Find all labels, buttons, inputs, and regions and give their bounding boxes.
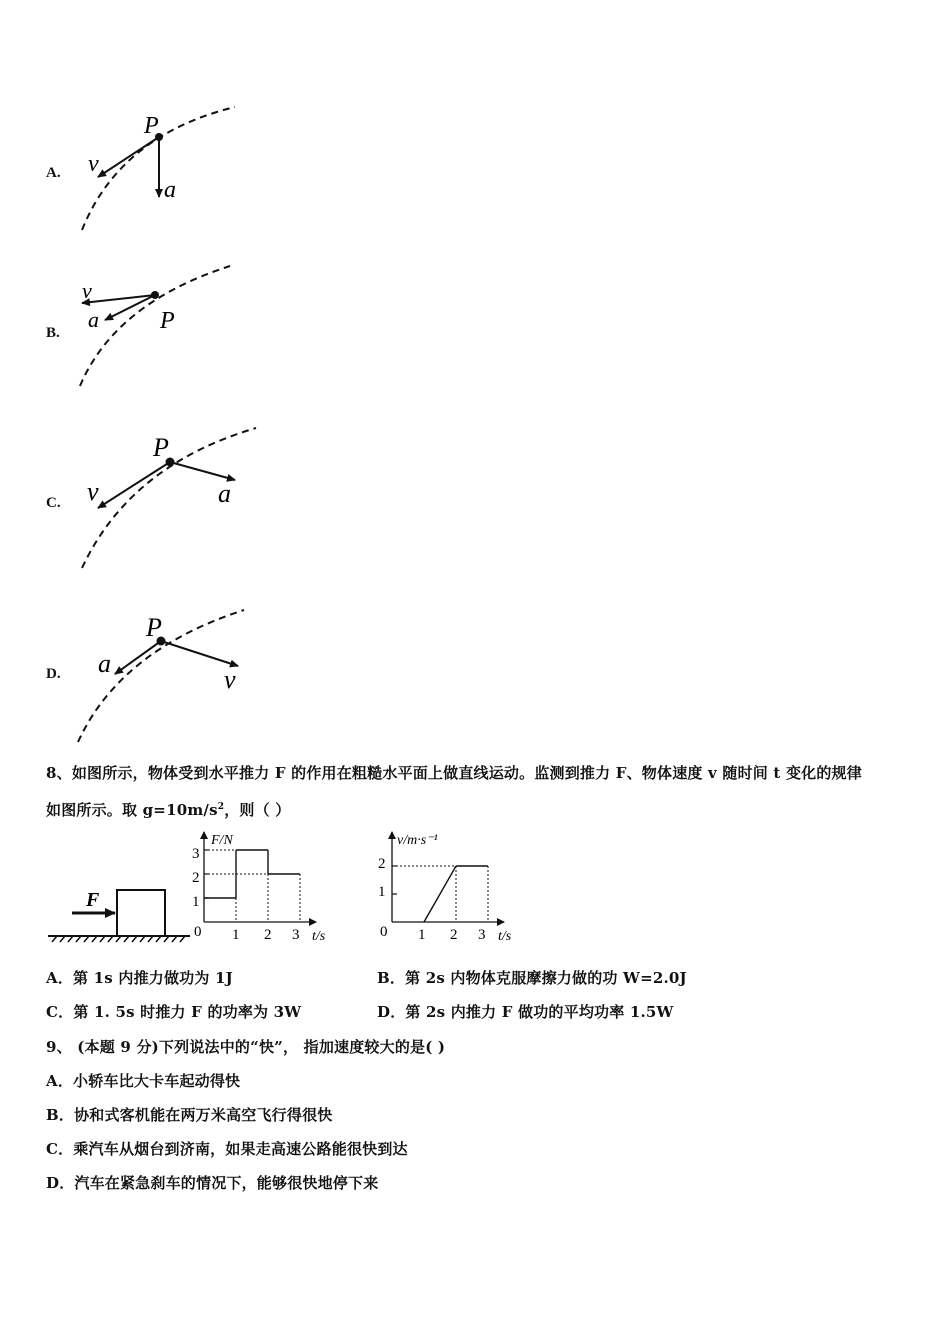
q8-stem-line2-suffix: ，则（ ） bbox=[224, 801, 291, 819]
x-tick-label: 2 bbox=[450, 927, 458, 943]
q9-option-b: B．协和式客机能在两万米高空飞行得很快 bbox=[46, 1106, 333, 1124]
y-axis-label: F/N bbox=[211, 833, 233, 848]
q8-stem-line1: 8、如图所示，物体受到水平推力 F 的作用在粗糙水平面上做直线运动。监测到推力 F、物体速度 v 随时间 t 变化的规律 bbox=[46, 764, 862, 782]
y-tick-label: 2 bbox=[378, 856, 386, 872]
q8-option-c: C．第 1. 5s 时推力 F 的功率为 3W bbox=[46, 1003, 302, 1021]
q9-option-a: A．小轿车比大卡车起动得快 bbox=[46, 1072, 241, 1090]
option-b-diagram bbox=[60, 258, 260, 398]
acceleration-label: a bbox=[218, 479, 231, 508]
velocity-label: v bbox=[87, 477, 99, 506]
x-tick-label: 1 bbox=[418, 927, 426, 943]
trajectory-curve bbox=[80, 266, 230, 386]
x-axis-label: t/s bbox=[312, 929, 326, 944]
x-tick-label: 3 bbox=[478, 927, 486, 943]
q9-option-c: C．乘汽车从烟台到济南，如果走高速公路能很快到达 bbox=[46, 1140, 408, 1158]
x-axis-label: t/s bbox=[498, 929, 512, 944]
y-axis-label: v/m·s⁻¹ bbox=[397, 833, 438, 848]
point-p bbox=[151, 291, 159, 299]
y-tick-label: 1 bbox=[378, 884, 386, 900]
q8-option-b: B．第 2s 内物体克服摩擦力做的功 W=2.0J bbox=[377, 969, 687, 987]
acceleration-arrow bbox=[170, 462, 235, 480]
y-tick-label: 3 bbox=[192, 846, 200, 862]
q8-stem-line2 bbox=[46, 799, 290, 820]
acceleration-arrow bbox=[115, 641, 161, 674]
option-a-diagram bbox=[60, 95, 260, 245]
velocity-segment bbox=[424, 866, 456, 922]
q9-stem: 9、 (本题 9 分)下列说法中的“快”， 指加速度较大的是( ) bbox=[46, 1038, 446, 1056]
velocity-arrow bbox=[98, 462, 170, 508]
velocity-label: v bbox=[88, 151, 99, 177]
option-c-diagram bbox=[60, 420, 270, 575]
force-time-chart bbox=[188, 828, 338, 946]
point-p-label: P bbox=[144, 113, 159, 139]
force-label: F bbox=[86, 889, 100, 911]
x-tick-label: 1 bbox=[232, 927, 240, 943]
acceleration-label: a bbox=[164, 177, 176, 203]
block bbox=[117, 890, 165, 936]
velocity-arrow bbox=[161, 641, 238, 666]
velocity-arrow bbox=[98, 137, 159, 177]
q8-stem-line2-sup: 2 bbox=[217, 802, 225, 812]
y-tick-label: 2 bbox=[192, 870, 200, 886]
acceleration-label: a bbox=[88, 307, 99, 332]
option-b-label: B. bbox=[46, 325, 60, 341]
velocity-time-chart bbox=[372, 828, 532, 946]
x-tick-label: 3 bbox=[292, 927, 300, 943]
point-p-label: P bbox=[153, 433, 169, 462]
point-p-label: P bbox=[160, 308, 175, 334]
option-d-diagram bbox=[60, 600, 270, 748]
option-d-label: D. bbox=[46, 666, 61, 682]
velocity-series bbox=[392, 866, 488, 922]
option-a-label: A. bbox=[46, 165, 61, 181]
q8-option-d: D．第 2s 内推力 F 做功的平均功率 1.5W bbox=[377, 1003, 674, 1021]
origin-label: 0 bbox=[194, 924, 202, 940]
q8-option-a: A．第 1s 内推力做功为 1J bbox=[46, 969, 233, 987]
velocity-arrow bbox=[82, 295, 155, 303]
q9-option-d: D．汽车在紧急刹车的情况下，能够很快地停下来 bbox=[46, 1174, 379, 1192]
x-tick-label: 2 bbox=[264, 927, 272, 943]
origin-label: 0 bbox=[380, 924, 388, 940]
y-tick-label: 1 bbox=[192, 894, 200, 910]
acceleration-label: a bbox=[98, 649, 111, 678]
velocity-label: v bbox=[224, 665, 236, 694]
velocity-label: v bbox=[82, 278, 92, 303]
block-diagram bbox=[44, 880, 194, 945]
force-series bbox=[204, 850, 300, 922]
point-p-label: P bbox=[146, 613, 162, 642]
q8-stem-line2-prefix: 如图所示。取 g=10m/s bbox=[46, 801, 218, 819]
option-c-label: C. bbox=[46, 495, 61, 511]
